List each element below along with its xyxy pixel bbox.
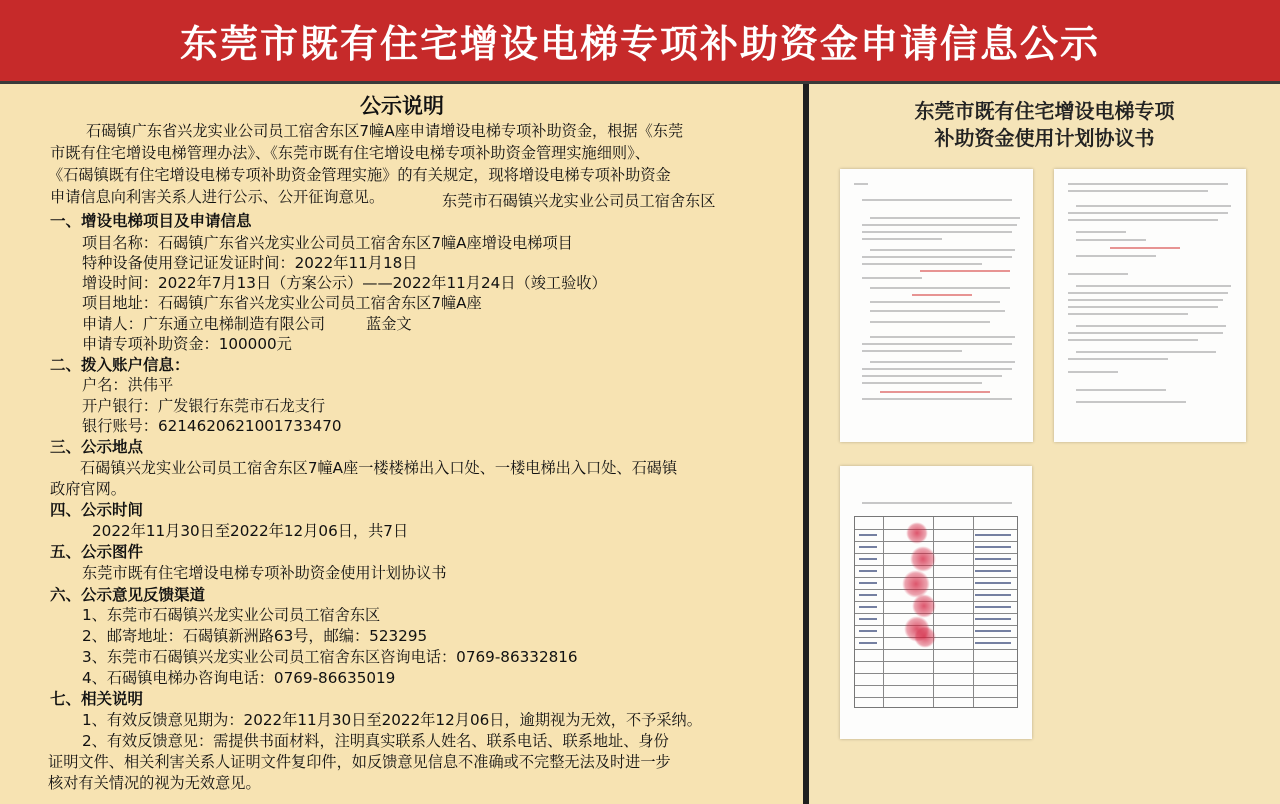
section-line: 2022年11月30日至2022年12月06日，共7日	[92, 522, 409, 540]
intro-line: 《石碣镇既有住宅增设电梯专项补助资金管理实施》的有关规定，现将增设电梯专项补助资金	[48, 166, 671, 184]
fingerprint-stamp	[910, 546, 936, 572]
section-line: 1、有效反馈意见期为：2022年11月30日至2022年12月06日，逾期视为无效，不予采纳。	[82, 711, 702, 729]
agreement-title-line2: 补助资金使用计划协议书	[934, 126, 1155, 150]
agreement-page-1-image	[840, 169, 1033, 442]
notice-title: 公示说明	[360, 94, 444, 118]
section-line: 3、东莞市石碣镇兴龙实业公司员工宿舍东区咨询电话：0769-86332816	[82, 648, 578, 666]
section-heading-2: 二、拨入账户信息：	[50, 356, 190, 374]
intro-line: 市既有住宅增设电梯管理办法》、《东莞市既有住宅增设电梯专项补助资金管理实施细则》、	[50, 144, 650, 162]
section-heading-3: 三、公示地点	[50, 438, 144, 456]
intro-line: 申请信息向利害关系人进行公示、公开征询意见。	[50, 188, 385, 206]
section-line: 政府官网。	[50, 480, 126, 498]
fingerprint-stamp	[906, 522, 928, 544]
section-line: 核对有关情况的视为无效意见。	[48, 774, 261, 792]
section-line: 申请专项补助资金：100000元	[82, 335, 292, 353]
agreement-panel	[809, 84, 1280, 804]
section-heading-4: 四、公示时间	[50, 501, 144, 519]
section-line: 申请人：广东通立电梯制造有限公司	[82, 315, 325, 333]
section-line: 2、有效反馈意见：需提供书面材料，注明真实联系人姓名、联系电话、联系地址、身份	[82, 732, 669, 750]
section-line: 2、邮寄地址：石碣镇新洲路63号，邮编：523295	[82, 627, 428, 645]
intro-line: 石碣镇广东省兴龙实业公司员工宿舍东区7幢A座申请增设电梯专项补助资金，根据《东莞	[86, 122, 684, 140]
banner-title: 东莞市既有住宅增设电梯专项补助资金申请信息公示	[179, 22, 1100, 66]
section-line: 石碣镇兴龙实业公司员工宿舍东区7幢A座一楼楼梯出入口处、一楼电梯出入口处、石碣镇	[80, 459, 678, 477]
section-heading-6: 六、公示意见反馈渠道	[50, 586, 206, 604]
agreement-title	[809, 98, 1280, 152]
signature: 东莞市石碣镇兴龙实业公司员工宿舍东区	[442, 192, 716, 210]
section-line: 1、东莞市石碣镇兴龙实业公司员工宿舍东区	[82, 606, 381, 624]
signature-table-image	[854, 516, 1018, 708]
section-line: 项目地址：石碣镇广东省兴龙实业公司员工宿舍东区7幢A座	[82, 294, 482, 312]
agreement-page-2-image	[1054, 169, 1246, 442]
header-banner	[0, 0, 1280, 84]
section-line: 证明文件、相关利害关系人证明文件复印件，如反馈意见信息不准确或不完整无法及时进一步	[48, 753, 671, 771]
section-line: 银行账号：6214620621001733470	[82, 417, 342, 435]
fingerprint-stamp	[914, 626, 936, 648]
section-heading-5: 五、公示图件	[50, 543, 144, 561]
section-line: 增设时间：2022年7月13日（方案公示）——2022年11月24日（竣工验收）	[82, 274, 607, 292]
section-line: 特种设备使用登记证发证时间：2022年11月18日	[82, 254, 418, 272]
section-line: 户名：洪伟平	[82, 376, 174, 394]
fingerprint-stamp	[912, 594, 936, 618]
section-line: 开户银行：广发银行东莞市石龙支行	[82, 397, 325, 415]
section-line: 项目名称：石碣镇广东省兴龙实业公司员工宿舍东区7幢A座增设电梯项目	[82, 234, 573, 252]
agreement-page-3-image	[840, 466, 1032, 739]
section-heading-1: 一、增设电梯项目及申请信息	[50, 212, 252, 230]
section-line: 东莞市既有住宅增设电梯专项补助资金使用计划协议书	[82, 564, 447, 582]
agreement-title-line1: 东莞市既有住宅增设电梯专项	[914, 99, 1175, 123]
applicant-extra: 蓝金文	[366, 315, 412, 333]
section-heading-7: 七、相关说明	[50, 690, 144, 708]
section-line: 4、石碣镇电梯办咨询电话：0769-86635019	[82, 669, 396, 687]
notice-panel	[0, 84, 804, 804]
